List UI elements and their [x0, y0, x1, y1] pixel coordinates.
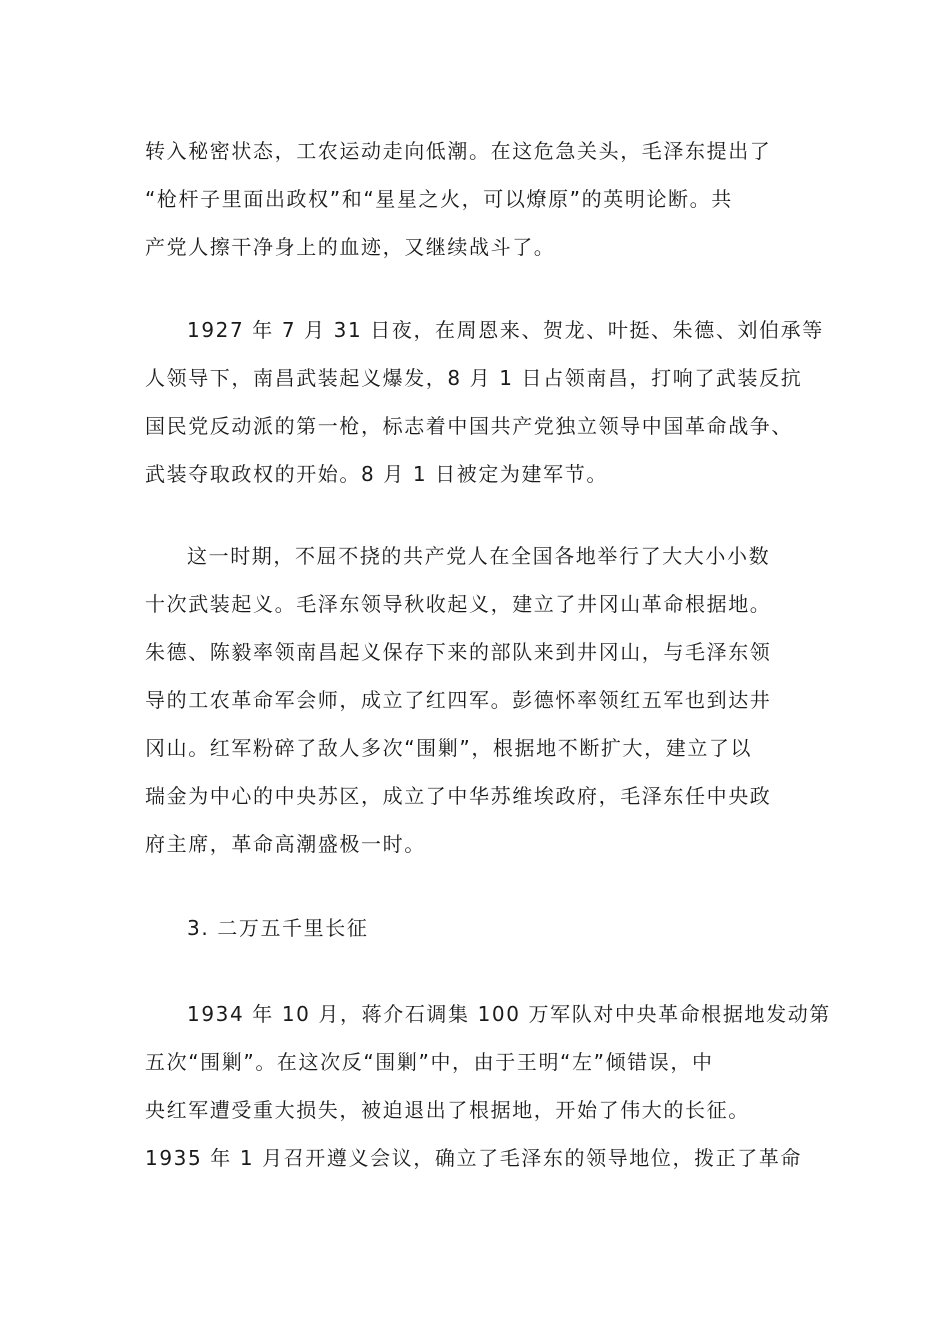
text-line: 瑞金为中心的中央苏区，成立了中华苏维埃政府，毛泽东任中央政: [145, 784, 772, 808]
text-line: 府主席，革命高潮盛极一时。: [145, 832, 426, 856]
text-line: “枪杆子里面出政权”和“星星之火，可以燎原”的英明论断。共: [145, 187, 733, 211]
text-line: 1927 年 7 月 31 日夜，在周恩来、贺龙、叶挺、朱德、刘伯承等: [187, 318, 824, 342]
text-line: 武装夺取政权的开始。8 月 1 日被定为建军节。: [145, 462, 608, 486]
text-line: 这一时期，不屈不挠的共产党人在全国各地举行了大大小小数: [187, 544, 771, 568]
text-line: 冈山。红军粉碎了敌人多次“围剿”，根据地不断扩大，建立了以: [145, 736, 753, 760]
text-line: 转入秘密状态，工农运动走向低潮。在这危急关头，毛泽东提出了: [145, 139, 772, 163]
text-line: 人领导下，南昌武装起义爆发，8 月 1 日占领南昌，打响了武装反抗: [145, 366, 803, 390]
paragraph-continued: [145, 127, 805, 271]
section-heading: [145, 904, 805, 952]
text-line: 1934 年 10 月，蒋介石调集 100 万军队对中央革命根据地发动第: [187, 1002, 831, 1026]
section-heading-text: 3. 二万五千里长征: [187, 916, 369, 940]
paragraph-nanchang-uprising: [145, 306, 824, 498]
text-line: 十次武装起义。毛泽东领导秋收起义，建立了井冈山革命根据地。: [145, 592, 772, 616]
text-line: 五次“围剿”。在这次反“围剿”中，由于王明“左”倾错误，中: [145, 1050, 714, 1074]
text-line: 1935 年 1 月召开遵义会议，确立了毛泽东的领导地位，拨正了革命: [145, 1146, 803, 1170]
text-line: 央红军遭受重大损失，被迫退出了根据地，开始了伟大的长征。: [145, 1098, 750, 1122]
text-line: 产党人擦干净身上的血迹，又继续战斗了。: [145, 235, 556, 259]
text-line: 朱德、陈毅率领南昌起义保存下来的部队来到井冈山，与毛泽东领: [145, 640, 772, 664]
paragraph-armed-uprisings: [145, 532, 805, 868]
paragraph-long-march: [145, 990, 831, 1182]
text-line: 导的工农革命军会师，成立了红四军。彭德怀率领红五军也到达井: [145, 688, 772, 712]
text-line: 国民党反动派的第一枪，标志着中国共产党独立领导中国革命战争、: [145, 414, 793, 438]
